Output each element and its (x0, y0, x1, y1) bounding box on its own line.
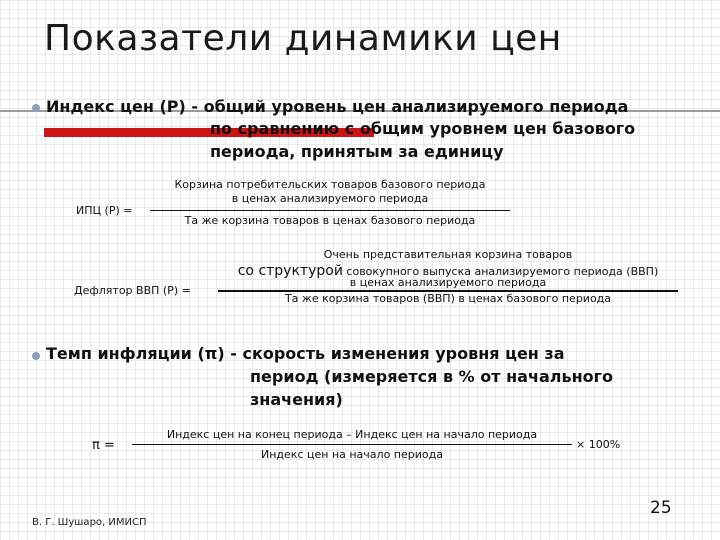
deflator-label: Дефлятор ВВП (Р) = (74, 284, 191, 297)
footer-author: В. Г. Шушаро, ИМИСП (32, 517, 147, 528)
inflation-formula-multiplier: × 100% (576, 438, 621, 451)
cpi-fraction-bar (150, 210, 510, 211)
deflator-numerator-line3: в ценах анализируемого периода (349, 276, 547, 289)
cpi-label: ИПЦ (Р) = (76, 204, 133, 217)
inflation-definition-line2: период (измеряется в % от начального (250, 367, 613, 386)
cpi-numerator-line2: в ценах анализируемого периода (231, 192, 429, 205)
inflation-fraction-bar (132, 444, 572, 445)
deflator-numerator-line1: Очень представительная корзина товаров (323, 248, 573, 261)
deflator-denominator: Та же корзина товаров (ВВП) в ценах базового периода (284, 292, 612, 305)
inflation-formula-numerator: Индекс цен на конец периода – Индекс цен на начало периода (166, 428, 538, 441)
cpi-denominator: Та же корзина товаров в ценах базового периода (184, 214, 476, 227)
cpi-numerator-line1: Корзина потребительских товаров базового периода (174, 178, 486, 191)
page-number: 25 (650, 498, 672, 518)
bullet-dot-1 (32, 104, 40, 112)
price-index-definition-line2: по сравнению с общим уровнем цен базового (210, 119, 636, 138)
inflation-formula-denominator: Индекс цен на начало периода (261, 448, 443, 461)
price-index-definition-line1: Индекс цен (Р) - общий уровень цен анализируемого периода (46, 97, 629, 116)
deflator-numerator-prefix: со структурой (237, 263, 343, 279)
inflation-definition-line3: значения) (250, 390, 343, 409)
deflator-numerator-rest: совокупного выпуска анализируемого периода (ВВП) (342, 265, 659, 278)
bullet-dot-2 (32, 352, 40, 360)
inflation-formula-label: π = (92, 438, 115, 453)
inflation-definition-line1: Темп инфляции (π) - скорость изменения уровня цен за (46, 344, 565, 363)
price-index-definition-line3: периода, принятым за единицу (210, 142, 504, 161)
slide-title: Показатели динамики цен (44, 18, 562, 59)
